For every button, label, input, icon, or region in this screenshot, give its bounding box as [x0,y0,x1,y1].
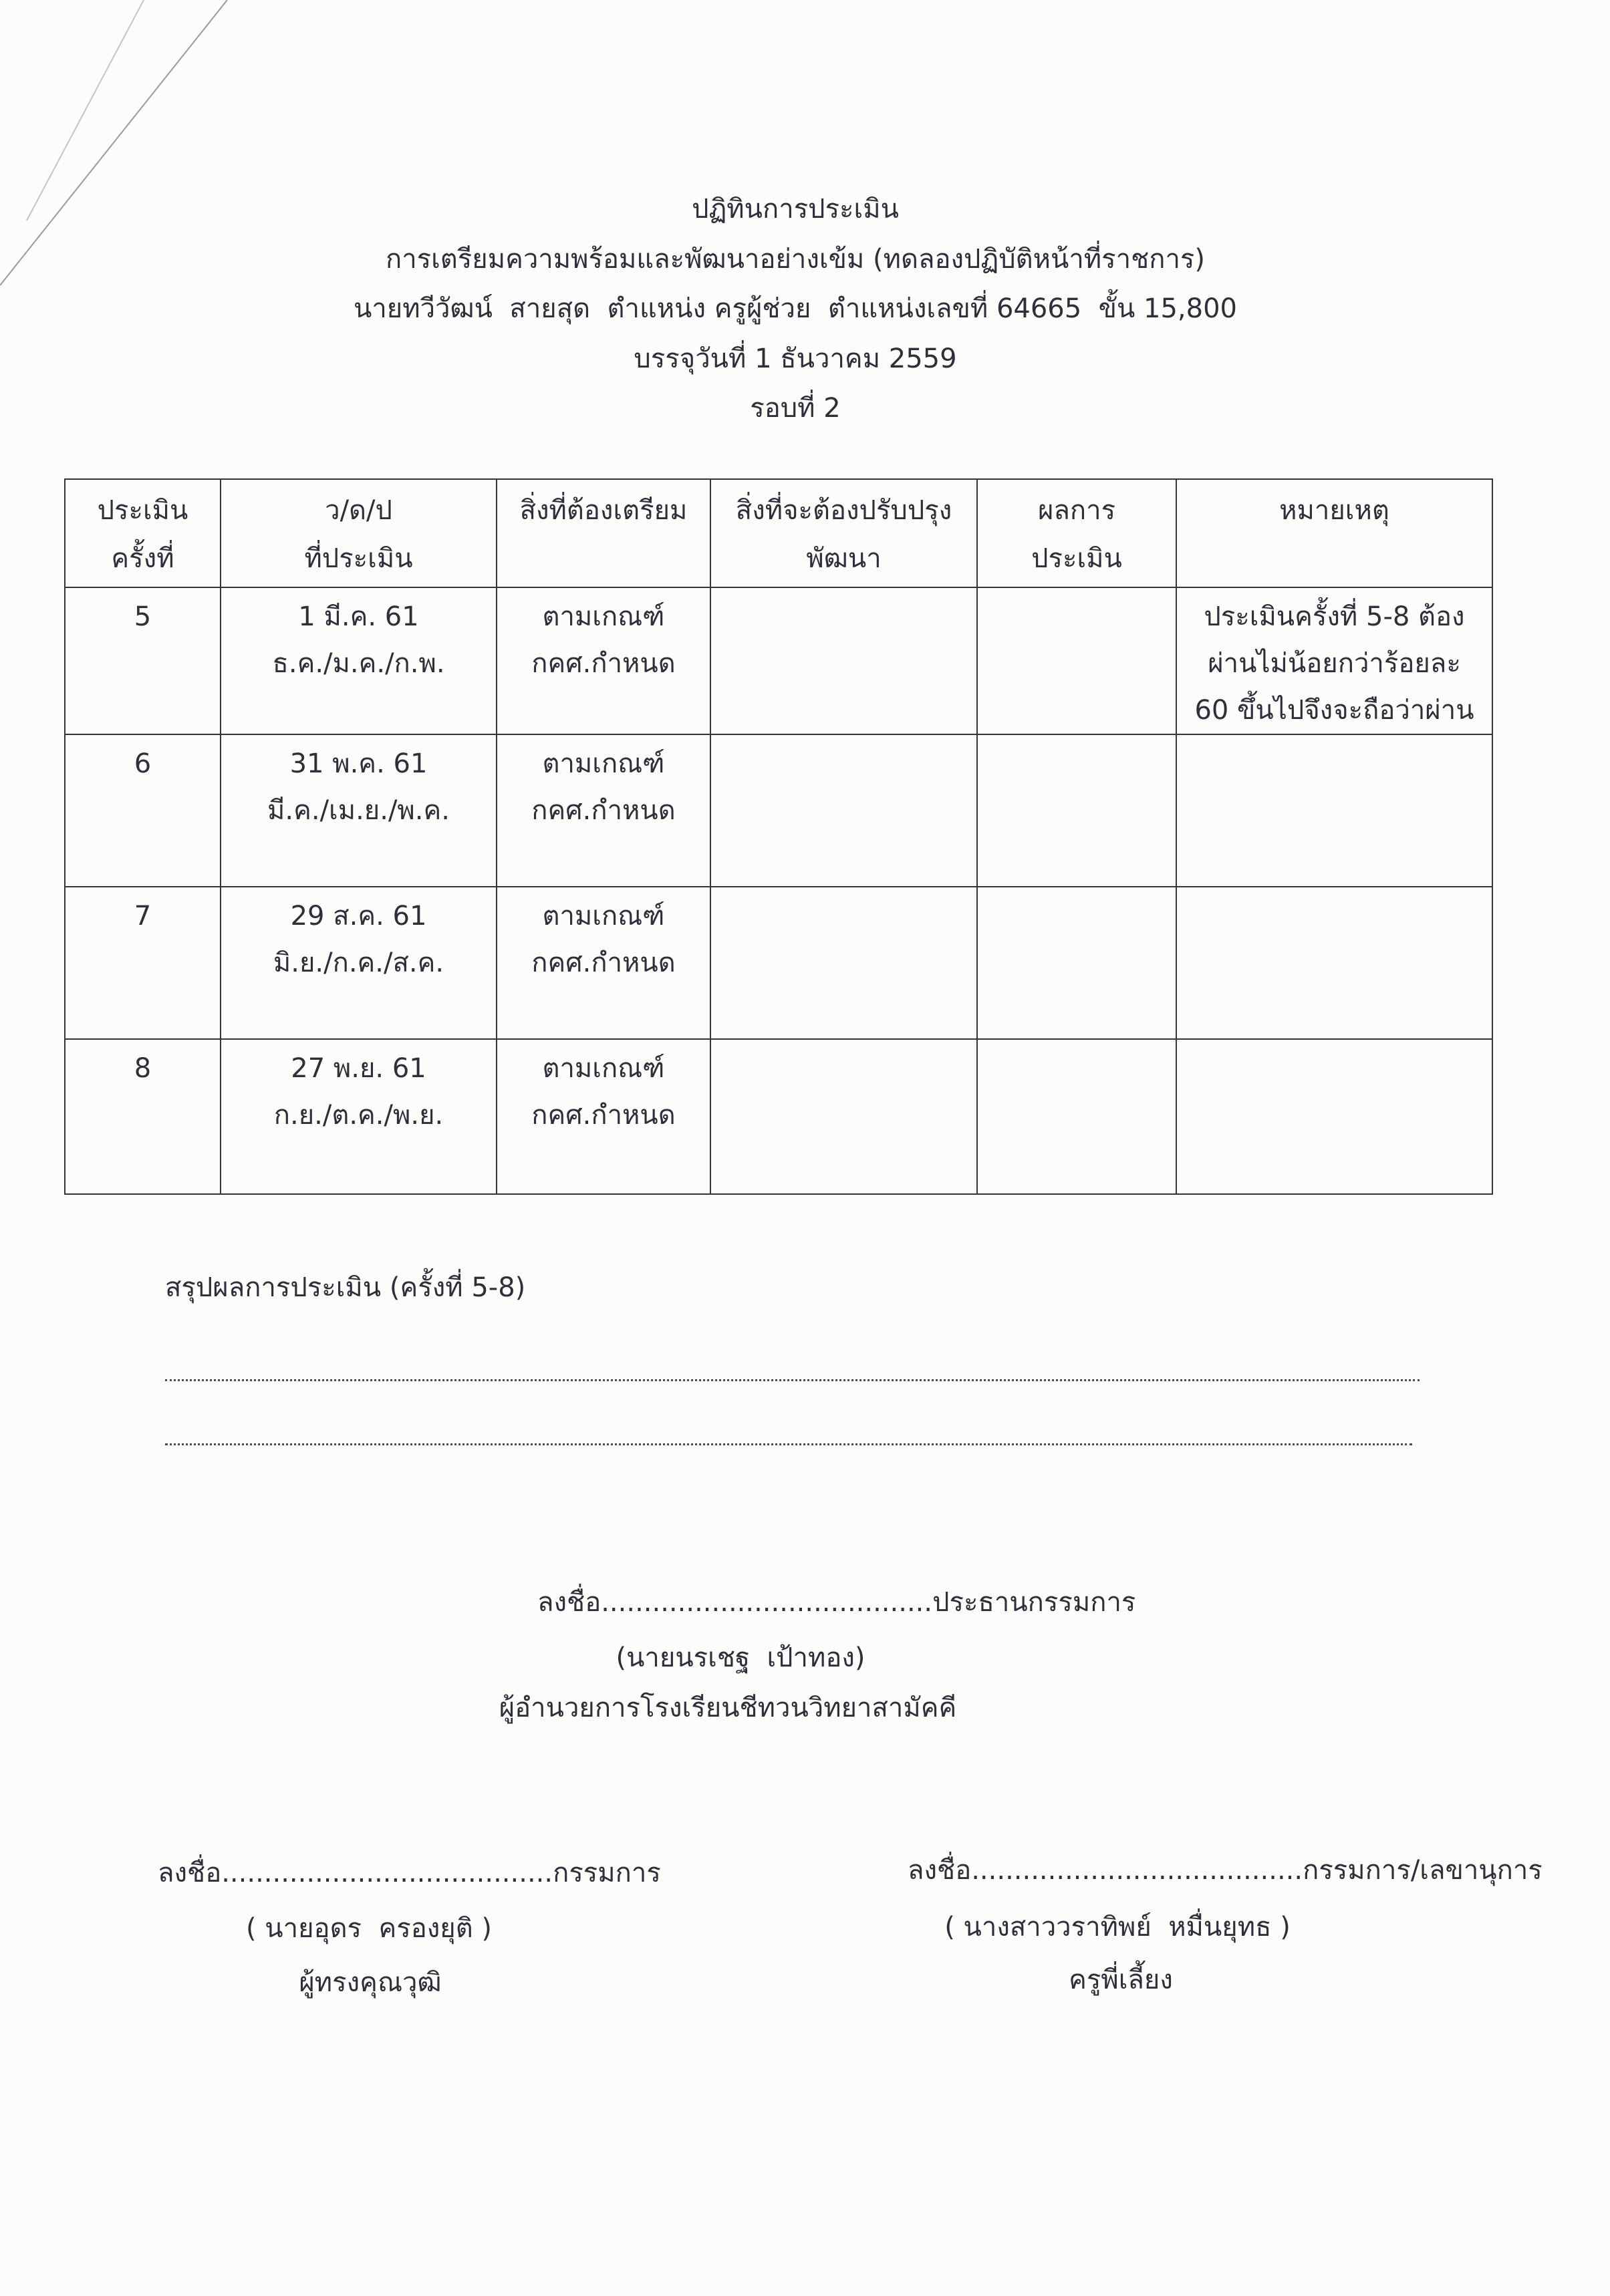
header-text: หมายเหตุ [1279,495,1389,526]
committee-position: ผู้ทรงคุณวุฒิ [299,1967,442,1998]
appointment-line: บรรจุวันที่ 1 ธันวาคม 2559 [634,343,957,374]
round-number: 8 [134,1053,152,1084]
cell-round [65,1039,221,1194]
cell-result [977,587,1176,734]
document-header [0,190,1591,440]
round-number: 6 [134,748,152,779]
column-header-remark [1176,479,1492,587]
header-text: สิ่งที่ต้องเตรียม [519,495,688,526]
header-text: ครั้งที่ [111,543,174,574]
preparation-text: ตามเกณฑ์ [542,601,665,632]
column-header-round [65,479,221,587]
summary-dotted-line [165,1379,1420,1381]
table-row [65,734,1492,887]
cell-improvement [710,587,977,734]
table-row [65,587,1492,734]
chair-name: (นายนรเชฐ เป้าทอง) [616,1642,865,1673]
cell-preparation [497,587,710,734]
evaluation-months: ธ.ค./ม.ค./ก.พ. [272,648,445,679]
cell-improvement [710,734,977,887]
chair-signature-line: ลงชื่อ.......................................ประธานกรรมการ [537,1587,1136,1618]
preparation-text: ตามเกณฑ์ [542,748,665,779]
evaluation-months: ก.ย./ต.ค./พ.ย. [273,1100,444,1131]
cell-round [65,734,221,887]
evaluation-months: มิ.ย./ก.ค./ส.ค. [273,948,444,978]
column-header-preparation [497,479,710,587]
cell-date [221,587,497,734]
cell-round [65,587,221,734]
preparation-text: กคศ.กำหนด [531,795,676,826]
column-header-result [977,479,1176,587]
secretary-position: ครูพี่เลี้ยง [1069,1965,1173,1995]
column-header-date [221,479,497,587]
remark-text: ประเมินครั้งที่ 5-8 ต้อง [1204,601,1465,632]
document-title: ปฏิทินการประเมิน [692,194,899,225]
table-header-row [65,479,1492,587]
column-header-improvement [710,479,977,587]
evaluation-date: 1 มี.ค. 61 [298,601,419,632]
round-number: 7 [134,901,152,931]
cell-improvement [710,887,977,1039]
round-line: รอบที่ 2 [750,393,841,424]
cell-preparation [497,887,710,1039]
table-row [65,887,1492,1039]
cell-remark [1176,1039,1492,1194]
page-edge-line [27,0,144,221]
preparation-text: กคศ.กำหนด [531,648,676,679]
cell-date [221,734,497,887]
summary-dotted-line [165,1443,1412,1445]
evaluation-date: 27 พ.ย. 61 [291,1053,426,1084]
cell-remark [1176,587,1492,734]
document-subtitle: การเตรียมความพร้อมและพัฒนาอย่างเข้ม (ทดลองปฏิบัติหน้าที่ราชการ) [385,243,1206,275]
header-text: พัฒนา [806,543,882,574]
preparation-text: ตามเกณฑ์ [542,901,665,931]
remark-text: 60 ขึ้นไปจึงจะถือว่าผ่าน [1194,695,1474,726]
chair-position: ผู้อำนวยการโรงเรียนชีทวนวิทยาสามัคคี [499,1693,957,1723]
cell-preparation [497,1039,710,1194]
evaluation-table [64,478,1493,1195]
person-line: นายทวีวัฒน์ สายสุด ตำแหน่ง ครูผู้ช่วย ตำแหน่งเลขที่ 64665 ขั้น 15,800 [353,293,1237,324]
round-number: 5 [134,601,152,632]
cell-round [65,887,221,1039]
cell-improvement [710,1039,977,1194]
secretary-name: ( นางสาววราทิพย์ หมื่นยุทธ ) [944,1912,1291,1943]
header-text: ผลการ [1037,495,1116,526]
summary-label: สรุปผลการประเมิน (ครั้งที่ 5-8) [165,1272,526,1303]
evaluation-date: 31 พ.ค. 61 [289,748,428,779]
header-text: ประเมิน [1031,543,1122,574]
preparation-text: กคศ.กำหนด [531,1100,676,1131]
header-text: สิ่งที่จะต้องปรับปรุง [735,495,952,526]
preparation-text: กคศ.กำหนด [531,948,676,978]
cell-result [977,887,1176,1039]
table-row [65,1039,1492,1194]
cell-preparation [497,734,710,887]
header-text: ที่ประเมิน [304,543,413,574]
header-text: ว/ด/ป [325,495,392,526]
cell-result [977,734,1176,887]
cell-date [221,1039,497,1194]
cell-date [221,887,497,1039]
cell-remark [1176,734,1492,887]
committee-signature-line: ลงชื่อ.......................................กรรมการ [158,1858,661,1888]
secretary-signature-line: ลงชื่อ.......................................กรรมการ/เลขานุการ [908,1855,1542,1886]
evaluation-date: 29 ส.ค. 61 [290,901,427,931]
remark-text: ผ่านไม่น้อยกว่าร้อยละ [1208,648,1461,679]
cell-remark [1176,887,1492,1039]
preparation-text: ตามเกณฑ์ [542,1053,665,1084]
committee-name: ( นายอุดร ครองยุติ ) [245,1913,492,1944]
cell-result [977,1039,1176,1194]
evaluation-months: มี.ค./เม.ย./พ.ค. [267,795,450,826]
header-text: ประเมิน [97,495,188,526]
